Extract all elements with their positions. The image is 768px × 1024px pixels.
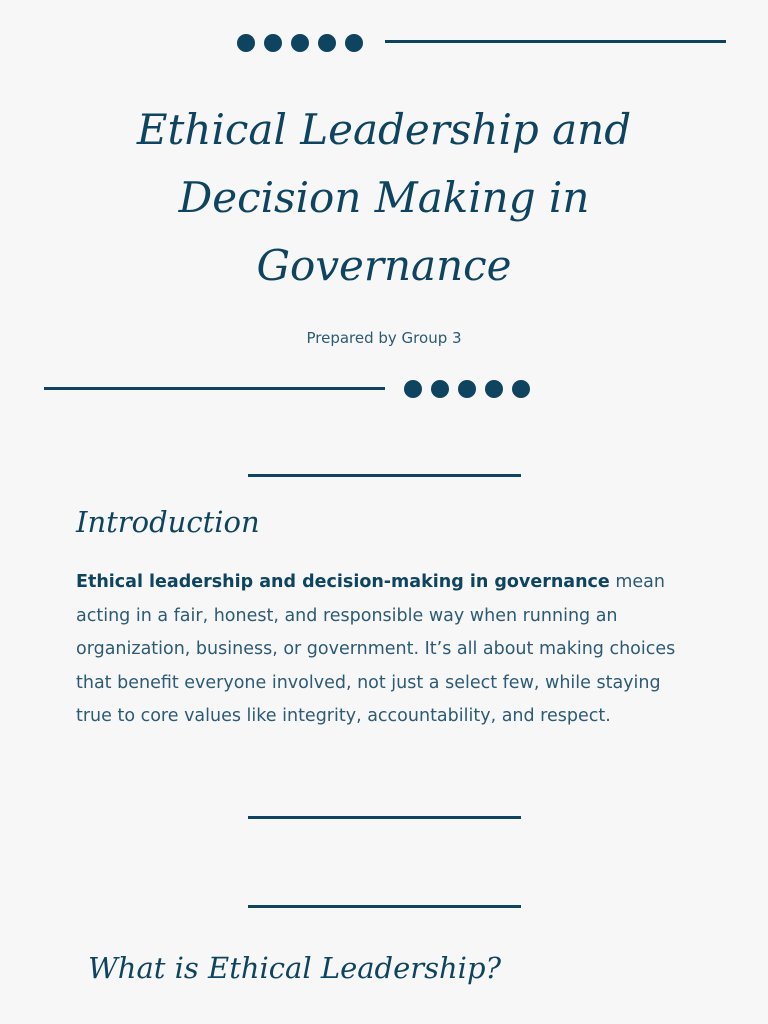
document-title: Ethical Leadership and Decision Making in Governance [136,105,632,290]
bottom-dots-decoration [404,380,530,398]
ethical-leadership-heading: What is Ethical Leadership? [88,951,502,985]
decorative-dot [264,34,282,52]
section-divider-middle [248,816,521,819]
introduction-heading: Introduction [76,505,260,539]
top-right-divider-line [385,40,726,43]
decorative-dot [291,34,309,52]
section-divider-bottom [248,905,521,908]
decorative-dot [404,380,422,398]
top-dots-decoration [237,34,363,52]
introduction-body-text: mean acting in a fair, honest, and responsible way when running an organization, business, or government. It’s all about making choices that benefit everyone involved, not just a select few, while staying true to core values like integrity, accountability, and respect. [76,572,676,727]
decorative-dot [485,380,503,398]
left-divider-line [44,387,385,390]
decorative-dot [431,380,449,398]
decorative-dot [512,380,530,398]
decorative-dot [237,34,255,52]
introduction-lead-text: Ethical leadership and decision-making in governance [76,572,610,592]
introduction-paragraph [76,566,696,734]
decorative-dot [345,34,363,52]
decorative-dot [318,34,336,52]
decorative-dot [458,380,476,398]
section-divider-top [248,474,521,477]
document-subtitle: Prepared by Group 3 [306,329,462,347]
